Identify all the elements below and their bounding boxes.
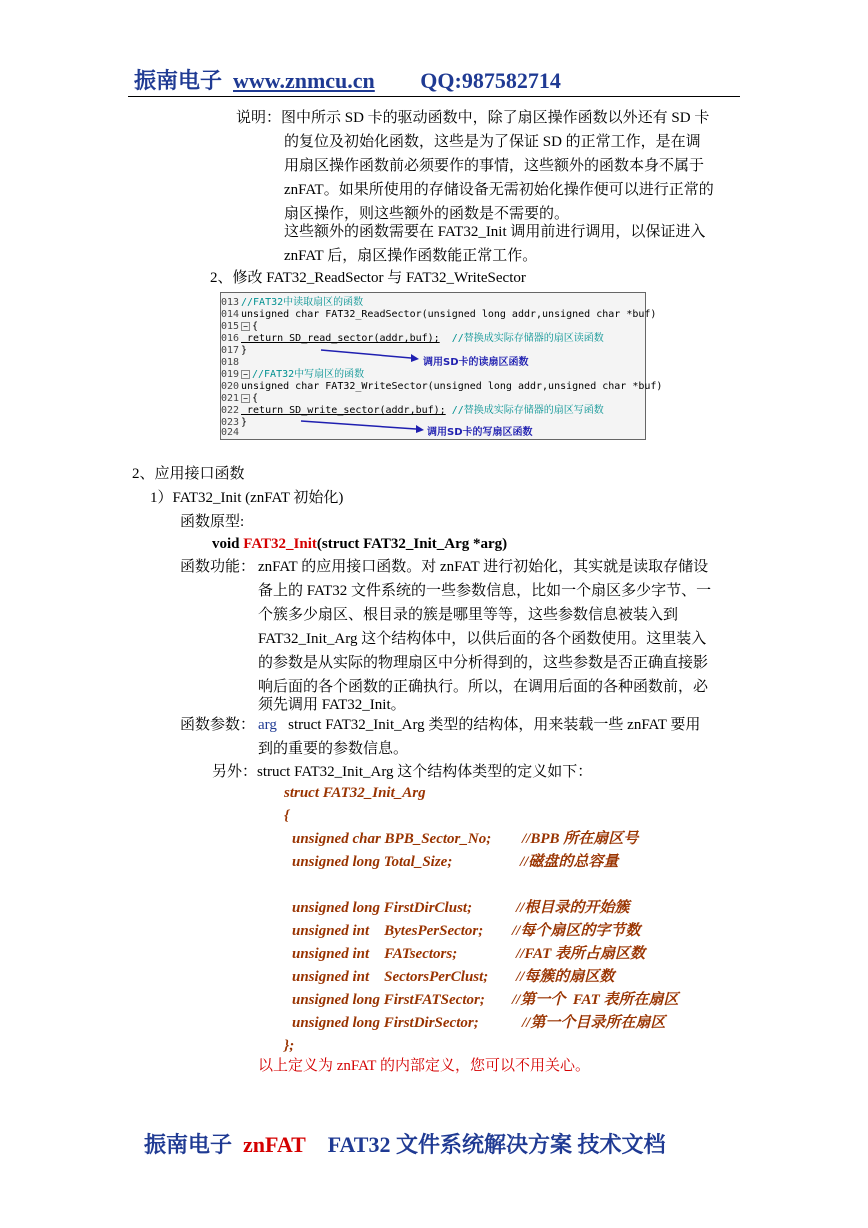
step2-title: 2、修改 FAT32_ReadSector 与 FAT32_WriteSector — [210, 270, 526, 286]
struct-member-decl: unsigned long Total_Size; — [292, 854, 453, 870]
struct-member-comment: //每个扇区的字节数 — [512, 923, 641, 939]
struct-member-decl: unsigned int BytesPerSector; — [292, 923, 484, 939]
proto-args: (struct FAT32_Init_Arg *arg) — [316, 536, 508, 552]
func-param-line: 到的重要的参数信息。 — [258, 741, 409, 757]
struct-member-comment: //第一个目录所在扇区 — [522, 1015, 666, 1031]
struct-member-comment: //根目录的开始簇 — [516, 900, 630, 916]
struct-close: }; — [284, 1038, 295, 1054]
extra-note: 另外：struct FAT32_Init_Arg 这个结构体类型的定义如下： — [212, 764, 593, 780]
fold-toggle-icon[interactable]: − — [241, 394, 250, 403]
header-divider — [128, 96, 740, 97]
struct-member-decl: unsigned long FirstFATSector; — [292, 992, 485, 1008]
header-brand: 振南电子 — [134, 68, 223, 93]
arrow-read-head — [411, 354, 419, 362]
footer-desc: FAT32 文件系统解决方案 技术文档 — [327, 1132, 666, 1157]
annotation-write: 调用SD卡的写扇区函数 — [427, 427, 533, 438]
struct-member-decl: unsigned int FATsectors; — [292, 946, 458, 962]
code-line: 019 − //FAT32中写扇区的函数 — [221, 369, 365, 380]
header-qq: QQ:987582714 — [420, 68, 561, 93]
intro-line: 的复位及初始化函数，这些是为了保证 SD 的正常工作，是在调 — [284, 134, 701, 150]
struct-open: { — [284, 808, 290, 824]
struct-member-decl: unsigned long FirstDirClust; — [292, 900, 473, 916]
section2-title: 2、应用接口函数 — [132, 466, 245, 482]
code-line: 022 return SD_write_sector(addr,buf); //替换成实际存储器的扇区写函数 — [221, 405, 604, 416]
func-param-line: arg struct FAT32_Init_Arg 类型的结构体，用来装载一些 znFAT 要用 — [258, 717, 701, 733]
func-desc-line: znFAT 的应用接口函数。对 znFAT 进行初始化，其实就是读取存储设 — [258, 559, 709, 575]
arrow-read-line — [321, 350, 411, 358]
struct-head: struct FAT32_Init_Arg — [284, 785, 426, 801]
struct-member-comment: //第一个 FAT 表所在扇区 — [512, 992, 679, 1008]
func-desc-line: FAT32_Init_Arg 这个结构体中，以供后面的各个函数使用。这里装入 — [258, 631, 707, 647]
footer-product: znFAT — [243, 1132, 306, 1157]
intro-line: 扇区操作，则这些额外的函数是不需要的。 — [284, 206, 570, 222]
func-param-label: 函数参数： — [180, 717, 256, 733]
func-desc-label: 函数功能： — [180, 559, 256, 575]
code-line: 021 − { — [221, 393, 259, 404]
struct-member-decl: unsigned long FirstDirSector; — [292, 1015, 479, 1031]
internal-definition-note: 以上定义为 znFAT 的内部定义，您可以不用关心。 — [258, 1058, 590, 1074]
code-line: 017 } — [221, 345, 248, 356]
param-name: arg — [258, 717, 277, 733]
code-screenshot — [220, 292, 663, 440]
func-desc-line: 响后面的各个函数的正确执行。所以，在调用后面的各种函数前，必 — [258, 679, 709, 695]
struct-member-comment: //FAT 表所占扇区数 — [516, 946, 646, 962]
intro-line: 这些额外的函数需要在 FAT32_Init 调用前进行调用，以保证进入 — [284, 224, 706, 240]
proto-label: 函数原型: — [180, 514, 245, 530]
intro-line: znFAT。如果所使用的存储设备无需初始化操作便可以进行正常的 — [284, 182, 714, 198]
struct-member-comment: //磁盘的总容量 — [520, 854, 619, 870]
code-line: 018 — [221, 357, 240, 368]
struct-member-comment: //BPB 所在扇区号 — [522, 831, 639, 847]
header-url-link[interactable]: www.znmcu.cn — [233, 68, 375, 93]
func-desc-line: 须先调用 FAT32_Init。 — [258, 697, 406, 713]
sub1-title: 1）FAT32_Init (znFAT 初始化) — [150, 490, 344, 506]
annotation-read: 调用SD卡的读扇区函数 — [423, 357, 529, 368]
code-line: 015 − { — [221, 321, 259, 332]
code-line: 024 — [221, 427, 240, 438]
struct-member-comment: //每簇的扇区数 — [516, 969, 615, 985]
struct-member-decl: unsigned char BPB_Sector_No; — [292, 831, 492, 847]
arrow-write-head — [416, 425, 424, 433]
footer-brand: 振南电子 — [144, 1132, 233, 1157]
function-prototype — [212, 532, 507, 556]
code-line: 023 } — [221, 417, 248, 428]
code-line: 013 //FAT32中读取扇区的函数 — [221, 297, 364, 308]
fold-toggle-icon[interactable]: − — [241, 322, 250, 331]
page-footer — [144, 1128, 666, 1159]
struct-member-decl: unsigned int SectorsPerClust; — [292, 969, 489, 985]
intro-line: 说明：图中所示 SD 卡的驱动函数中，除了扇区操作函数以外还有 SD 卡 — [236, 110, 710, 126]
code-line: 014 unsigned char FAT32_ReadSector(unsigned long addr,unsigned char *buf) — [221, 309, 657, 320]
func-desc-line: 备上的 FAT32 文件系统的一些参数信息，比如一个扇区多少字节、一 — [258, 583, 712, 599]
code-line: 020 unsigned char FAT32_WriteSector(unsigned long addr,unsigned char *buf) — [221, 381, 663, 392]
func-desc-line: 的参数是从实际的物理扇区中分析得到的，这些参数是否正确直接影 — [258, 655, 709, 671]
proto-name: FAT32_Init — [243, 536, 317, 552]
code-line: 016 return SD_read_sector(addr,buf); //替换成实际存储器的扇区读函数 — [221, 333, 604, 344]
page-header — [134, 64, 561, 95]
proto-prefix: void — [212, 536, 244, 552]
arrow-write-line — [301, 421, 416, 429]
func-desc-line: 个簇多少扇区、根目录的簇是哪里等等，这些参数信息被装入到 — [258, 607, 679, 623]
fold-toggle-icon[interactable]: − — [241, 370, 250, 379]
intro-line: znFAT 后，扇区操作函数能正常工作。 — [284, 248, 538, 264]
intro-line: 用扇区操作函数前必须要作的事情，这些额外的函数本身不属于 — [284, 158, 705, 174]
